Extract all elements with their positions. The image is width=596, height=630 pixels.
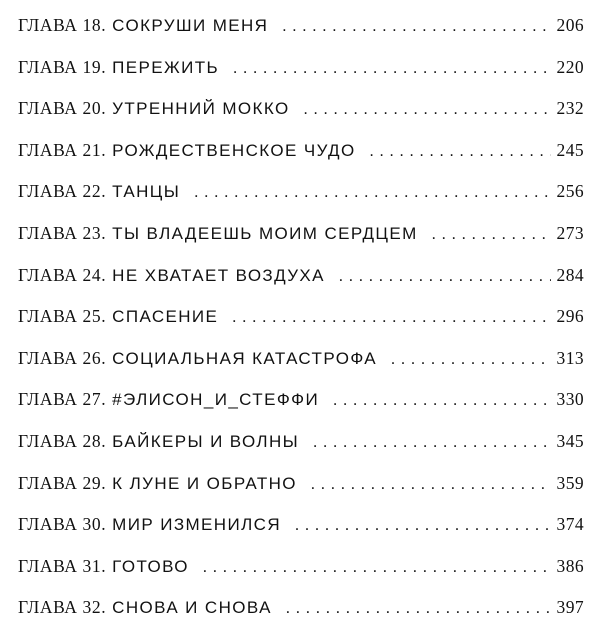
toc-entry[interactable] <box>18 587 584 629</box>
toc-entry[interactable] <box>18 5 584 47</box>
chapter-title: ПЕРЕЖИТЬ <box>112 57 220 77</box>
toc-entry[interactable] <box>18 47 584 89</box>
page-number: 273 <box>556 222 584 243</box>
page-number: 397 <box>556 597 584 618</box>
page-number: 330 <box>556 389 584 410</box>
chapter-title: МИР ИЗМЕНИЛСЯ <box>112 515 282 535</box>
page-number: 206 <box>556 15 584 35</box>
chapter-number: ГЛАВА 28. <box>18 430 107 451</box>
chapter-title: ТАНЦЫ <box>112 182 181 202</box>
page-number: 220 <box>556 56 584 77</box>
toc-entry[interactable] <box>18 171 584 213</box>
toc-entry[interactable] <box>18 130 584 172</box>
chapter-number: ГЛАВА 27. <box>18 389 107 410</box>
toc-entry[interactable] <box>18 546 584 588</box>
toc-entry[interactable] <box>18 213 584 255</box>
dot-leader <box>333 380 550 422</box>
chapter-title: ТЫ ВЛАДЕЕШЬ МОИМ СЕРДЦЕМ <box>112 223 418 243</box>
chapter-title: БАЙКЕРЫ И ВОЛНЫ <box>112 431 300 451</box>
toc-entry[interactable] <box>18 463 584 505</box>
toc-entry[interactable] <box>18 296 584 338</box>
page-number: 359 <box>556 472 584 493</box>
chapter-number: ГЛАВА 26. <box>18 347 107 368</box>
chapter-number: ГЛАВА 19. <box>18 56 107 77</box>
chapter-title: СОКРУШИ МЕНЯ <box>112 16 269 35</box>
page-number: 374 <box>556 514 584 535</box>
toc-entry[interactable] <box>18 255 584 297</box>
chapter-title: НЕ ХВАТАЕТ ВОЗДУХА <box>112 265 325 285</box>
chapter-number: ГЛАВА 20. <box>18 98 107 119</box>
dot-leader <box>311 464 551 506</box>
page-number: 245 <box>556 139 584 160</box>
chapter-number: ГЛАВА 18. <box>18 15 107 35</box>
chapter-number: ГЛАВА 31. <box>18 555 107 576</box>
toc-entry[interactable] <box>18 421 584 463</box>
dot-leader <box>203 547 551 589</box>
dot-leader <box>282 6 550 48</box>
chapter-number: ГЛАВА 23. <box>18 222 107 243</box>
dot-leader <box>391 339 551 381</box>
chapter-number: ГЛАВА 25. <box>18 306 107 327</box>
dot-leader <box>232 297 550 339</box>
chapter-title: ГОТОВО <box>112 556 189 576</box>
page-number: 386 <box>556 555 584 576</box>
chapter-title: К ЛУНЕ И ОБРАТНО <box>112 473 297 493</box>
toc-entry[interactable] <box>18 88 584 130</box>
page-number: 256 <box>556 181 584 202</box>
chapter-number: ГЛАВА 29. <box>18 472 107 493</box>
chapter-title: #ЭЛИСОН_И_СТЕФФИ <box>112 390 320 410</box>
page-number: 296 <box>556 306 584 327</box>
dot-leader <box>286 588 551 630</box>
page-number: 284 <box>556 264 584 285</box>
chapter-title: РОЖДЕСТВЕНСКОЕ ЧУДО <box>112 140 356 160</box>
dot-leader <box>370 131 551 173</box>
chapter-number: ГЛАВА 22. <box>18 181 107 202</box>
table-of-contents <box>18 5 584 629</box>
dot-leader <box>233 48 550 90</box>
chapter-number: ГЛАВА 32. <box>18 597 107 618</box>
chapter-title: СПАСЕНИЕ <box>112 307 219 327</box>
toc-entry[interactable] <box>18 379 584 421</box>
dot-leader <box>432 214 551 256</box>
dot-leader <box>194 172 550 214</box>
toc-entry[interactable] <box>18 504 584 546</box>
chapter-number: ГЛАВА 21. <box>18 139 107 160</box>
toc-entry[interactable] <box>18 338 584 380</box>
chapter-number: ГЛАВА 24. <box>18 264 107 285</box>
chapter-title: УТРЕННИЙ МОККО <box>112 99 290 119</box>
dot-leader <box>295 505 551 547</box>
page-number: 313 <box>556 347 584 368</box>
page-number: 232 <box>556 98 584 119</box>
dot-leader <box>313 422 550 464</box>
dot-leader <box>304 89 551 131</box>
chapter-title: СНОВА И СНОВА <box>112 598 272 618</box>
chapter-number: ГЛАВА 30. <box>18 514 107 535</box>
chapter-title: СОЦИАЛЬНАЯ КАТАСТРОФА <box>112 348 378 368</box>
dot-leader <box>339 256 551 298</box>
page-number: 345 <box>556 430 584 451</box>
